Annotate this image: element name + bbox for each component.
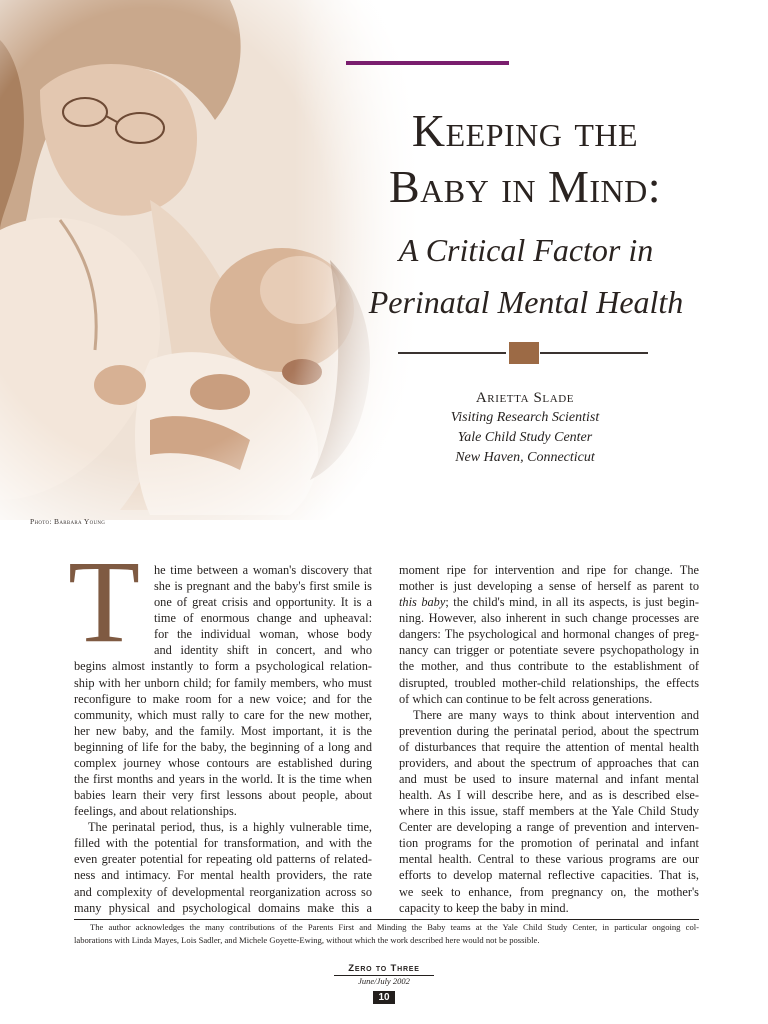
- body-line: she is pregnant and the baby's first smile is: [154, 579, 372, 594]
- body-line: reconfigure to make room for a new voice; and for the: [74, 691, 372, 706]
- body-line: providers, and about the spectrum of approaches that can: [399, 755, 699, 770]
- acknowledgement-footnote: [74, 921, 699, 947]
- body-line: mental health. Central to these various programs are our: [399, 852, 699, 867]
- body-column-2: [399, 562, 699, 916]
- body-line: community, which must rally to care for the new mother,: [74, 707, 372, 722]
- body-line: even greater potential for repeating old patterns of related-: [74, 852, 372, 867]
- author-title: Visiting Research Scientist: [450, 410, 600, 425]
- body-line: filled with the potential for transformation, and with the: [74, 836, 372, 851]
- body-line: ship with her unborn child; for family members, who must: [74, 675, 372, 690]
- byline: [420, 388, 630, 468]
- title-line-1: Keeping the: [411, 105, 639, 156]
- title-line-2: Baby in Mind:: [388, 161, 662, 212]
- body-line: where in this issue, staff members at the Yale Child Study: [399, 804, 699, 819]
- body-line: her new baby, and the family. Most important, it is the: [74, 723, 372, 738]
- body-column-1: [74, 562, 372, 916]
- ornament-square: [509, 342, 539, 364]
- body-line: moment ripe for intervention and ripe for change. The: [399, 563, 699, 577]
- body-line: efforts to develop maternal reflective capacities. That is,: [399, 868, 699, 883]
- body-line: he time between a woman's discovery that: [154, 563, 372, 577]
- body-line: and identity shift in concert, and who: [154, 643, 372, 658]
- subtitle-line-2: Perinatal Mental Health: [368, 284, 684, 320]
- body-line: begins almost instantly to form a psychological relation-: [74, 659, 372, 674]
- body-line: nancy can trigger or potentiate severe psychopathology in: [399, 643, 699, 658]
- body-line: of disturbances that require the attention of mental health: [399, 739, 699, 754]
- photo-credit: Photo: Barbara Young: [30, 517, 106, 526]
- body-line: this baby; the child's mind, in all its aspects, is just begin-: [399, 595, 699, 610]
- body-line: Center are developing a range of prevention and interven-: [399, 820, 699, 835]
- footnote-rule: [74, 919, 699, 920]
- accent-bar: [346, 61, 509, 65]
- body-line: disrupted, troubled mother-child relationships, the effects: [399, 675, 699, 690]
- body-line: and complexity of developmental reorganization across so: [74, 884, 372, 899]
- article-subtitle: [336, 224, 716, 328]
- drop-cap: T: [68, 536, 141, 667]
- body-line: complex journey whose contours are established during: [74, 755, 372, 770]
- body-line: of which can continue to be felt across generations.: [399, 691, 653, 706]
- emphasized-phrase: this baby: [399, 595, 446, 610]
- body-line: for the individual woman, whose body: [154, 627, 372, 642]
- body-line: health. As I will describe here, and as is described else-: [399, 788, 699, 803]
- body-line: capacity to keep the baby in mind.: [399, 900, 569, 915]
- ornament-rule-right: [540, 352, 648, 354]
- body-line: The perinatal period, thus, is a highly vulnerable time,: [88, 820, 372, 835]
- author-location: New Haven, Connecticut: [455, 450, 595, 465]
- body-line: beginning of life for the baby, the beginning of a long and: [74, 739, 372, 754]
- footnote-line-1: The author acknowledges the many contributions of the Parents First and Minding the Baby teams at the Yale Child Study Center, in particular ongoing col-: [90, 922, 699, 932]
- subtitle-line-1: A Critical Factor in: [398, 232, 654, 268]
- body-line: time of enormous change and upheaval:: [154, 611, 372, 626]
- body-line: prevention during the perinatal period, about the spectrum: [399, 723, 699, 738]
- page-footer: [334, 963, 434, 1005]
- body-line: feelings, and about relationships.: [74, 804, 237, 819]
- body-line: many physical and psychological domains make this a: [74, 900, 372, 915]
- body-line: one of great crisis and opportunity. It is a: [154, 595, 372, 610]
- title-ornament: [398, 342, 648, 364]
- body-line: and must be used to insure maternal and infant mental: [399, 772, 699, 787]
- body-line: ness and intimacy. For mental health providers, the rate: [74, 868, 372, 883]
- body-line: tion programs for the promotion of perinatal and infant: [399, 836, 699, 851]
- body-line: the first months and years in the world. It is the time when: [74, 772, 372, 787]
- body-line: the mother, and thus contribute to the establishment of: [399, 659, 699, 674]
- body-line: mother is just developing a sense of herself as parent to: [399, 579, 699, 594]
- author-name: Arietta Slade: [475, 390, 575, 406]
- journal-name: Zero to Three: [334, 963, 434, 976]
- body-line: we seek to enhance, from pregnancy on, the mother's: [399, 884, 699, 899]
- body-line: ning. However, also inherent in such change processes are: [399, 611, 699, 626]
- page-number: 10: [373, 991, 394, 1004]
- body-line: babies learn their very first lessons about people, about: [74, 788, 372, 803]
- ornament-rule-left: [398, 352, 506, 354]
- footnote-line-2: laborations with Linda Mayes, Lois Sadler, and Michele Goyette-Ewing, without which the work described here would not be possible.: [74, 935, 540, 945]
- article-title: [340, 103, 710, 215]
- author-institution: Yale Child Study Center: [457, 430, 593, 445]
- issue-date: June/July 2002: [358, 976, 410, 986]
- body-line: dangers: The psychological and hormonal changes of preg-: [399, 627, 699, 642]
- body-line: There are many ways to think about intervention and: [413, 707, 699, 722]
